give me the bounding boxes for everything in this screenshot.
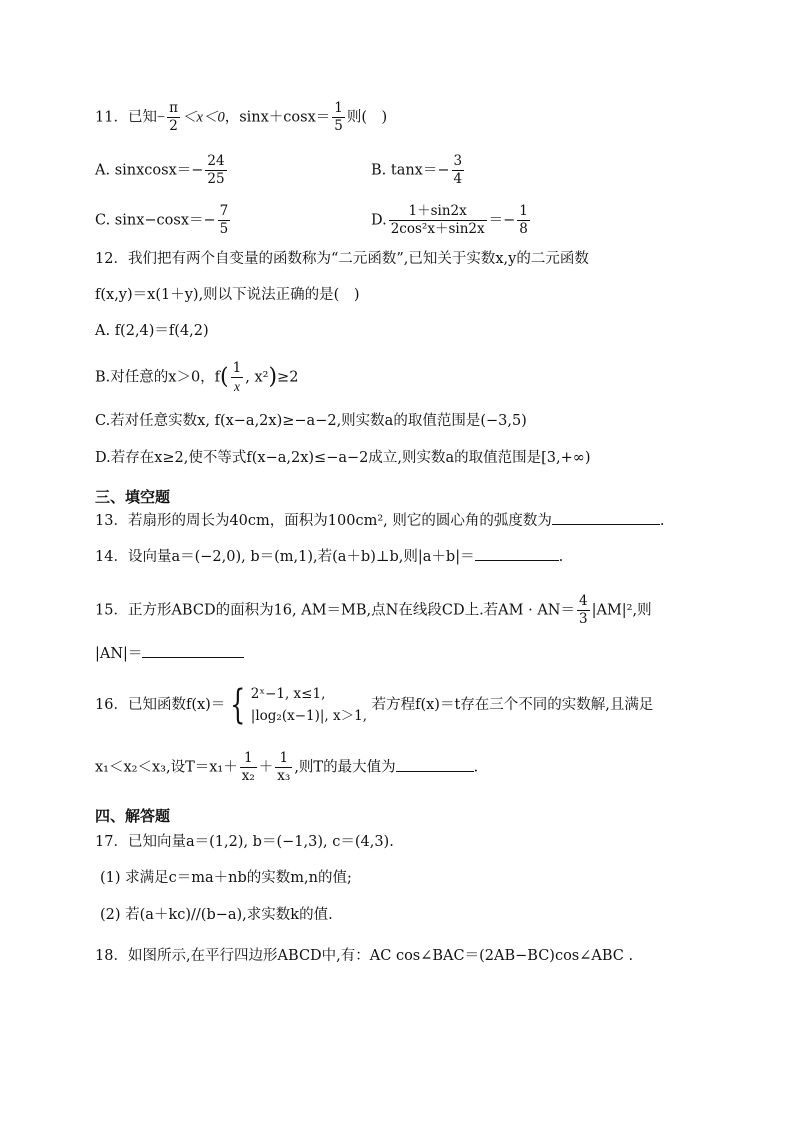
section-heading-answer: 四、解答题 bbox=[95, 807, 171, 825]
q15-line1: 15．正方形ABCD的面积为16, AM＝MB,点N在线段CD上.若AM · AN＝ $\frac{4}{3}$ |AM|²,则 bbox=[95, 593, 652, 627]
q11-option-c: C. sinx−cosx＝− $\frac{7}{5}$ bbox=[95, 203, 229, 237]
q11-option-b: B. tanx＝− $\frac{3}{4}$ bbox=[371, 153, 463, 187]
q17-part2: (2) 若(a＋kc)//(b−a),求实数k的值. bbox=[100, 907, 333, 923]
q11-option-d: D. $\frac{1+\sin 2x}{\text{2cos²x＋sin2x}}$ ＝− $\frac{1}{8}$ bbox=[371, 203, 528, 237]
q12-line2: f(x,y)＝x(1＋y),则以下说法正确的是( ) bbox=[95, 287, 360, 303]
q17-part1: (1) 求满足c＝ma＋nb的实数m,n的值; bbox=[100, 870, 352, 886]
answer-blank bbox=[396, 757, 474, 772]
q16-line2: x₁＜x₂＜x₃,设T＝x₁＋ $\frac{1}{\text{x₂}}$ ＋ $\frac{1}{\text{x₃}}$ ,则T的最大值为 . bbox=[95, 750, 479, 784]
q12-option-d: D.若存在x≥2,使不等式f(x−a,2x)≤−a−2成立,则实数a的取值范围是[3,+∞) bbox=[95, 450, 591, 466]
q18-stem: 18．如图所示,在平行四边形ABCD中,有：AC cos∠BAC＝(2AB−BC)cos∠ABC . bbox=[95, 948, 634, 964]
answer-blank bbox=[475, 546, 559, 561]
q17-stem: 17．已知向量a＝(1,2), b＝(−1,3), c＝(4,3). bbox=[95, 834, 394, 850]
q13: 13．若扇形的周长为40cm，面积为100cm², 则它的圆心角的弧度数为 . bbox=[95, 510, 664, 531]
section-heading-fill: 三、填空题 bbox=[95, 488, 171, 506]
q15-line2: |AN|＝ bbox=[95, 643, 244, 664]
answer-blank bbox=[552, 510, 660, 525]
q12-line1: 12．我们把有两个自变量的函数称为“二元函数”,已知关于实数x,y的二元函数 bbox=[95, 251, 589, 267]
q12-option-a: A. f(2,4)＝f(4,2) bbox=[95, 323, 209, 339]
q14: 14．设向量a＝(−2,0), b＝(m,1),若(a＋b)⊥b,则|a＋b|＝ . bbox=[95, 546, 563, 567]
q11-option-a: A. sinxcosx＝− $\frac{24}{25}$ bbox=[95, 153, 225, 187]
q16-line1: 16．已知函数f(x)＝ { 2ˣ−1, x≤1, |log₂(x−1)|, x＞1, 若方程f(x)＝t存在三个不同的实数解,且满足 bbox=[95, 682, 654, 728]
fraction: $\frac{\pi}{2}$ bbox=[169, 100, 179, 134]
q11-stem: 11．已知− $\frac{\pi}{2}$ ＜x＜0，sinx＋cosx＝ $\frac{1}{5}$ 则( ) bbox=[95, 100, 388, 134]
answer-blank bbox=[142, 643, 244, 658]
q12-option-b: B.对任意的x＞0，f( $\frac{1}{x}$ , x²)≥2 bbox=[95, 360, 299, 394]
q12-option-c: C.若对任意实数x, f(x−a,2x)≥−a−2,则实数a的取值范围是(−3,5) bbox=[95, 413, 527, 429]
